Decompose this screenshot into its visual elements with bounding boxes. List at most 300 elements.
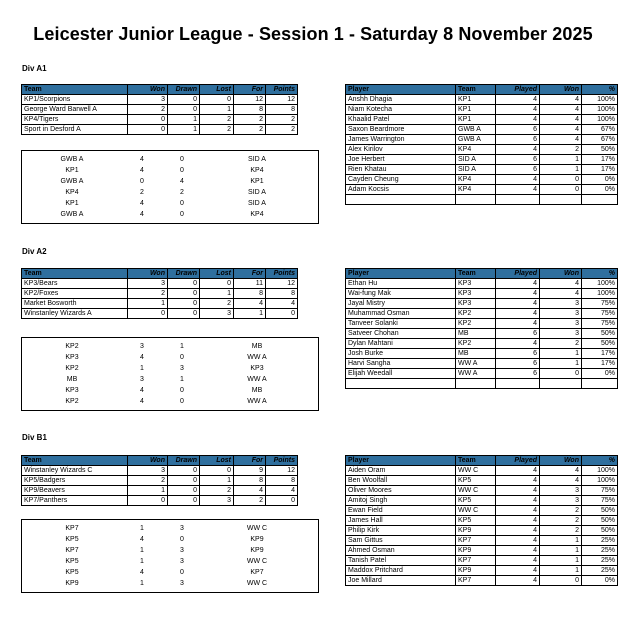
table-row bbox=[22, 299, 298, 309]
table-row bbox=[346, 115, 618, 125]
fixture-row bbox=[22, 363, 318, 374]
player-cell: 25% bbox=[582, 566, 618, 576]
player-cell: 0 bbox=[540, 576, 582, 586]
player-cell: 4 bbox=[540, 279, 582, 289]
player-cell: Cayden Cheung bbox=[346, 175, 456, 185]
fixture-away: WW C bbox=[246, 558, 268, 565]
team-cell: 2 bbox=[200, 115, 234, 125]
team-header-cell: For bbox=[234, 456, 266, 466]
table-row bbox=[346, 576, 618, 586]
player-cell: KP3 bbox=[456, 299, 496, 309]
player-cell: Rien Khatau bbox=[346, 165, 456, 175]
team-cell: 0 bbox=[168, 309, 200, 319]
table-row bbox=[346, 466, 618, 476]
player-cell: Elijah Weedall bbox=[346, 369, 456, 379]
player-cell: Ben Woolfall bbox=[346, 476, 456, 486]
fixture-home: GWB A bbox=[60, 178, 84, 185]
team-header-row bbox=[22, 269, 298, 279]
player-cell: WW A bbox=[456, 369, 496, 379]
player-averages-table bbox=[345, 455, 618, 586]
player-cell: 1 bbox=[540, 536, 582, 546]
team-cell: 2 bbox=[128, 105, 168, 115]
team-cell: 2 bbox=[128, 476, 168, 486]
fixture-home: KP3 bbox=[65, 354, 79, 361]
fixture-home: KP3 bbox=[65, 387, 79, 394]
fixture-home-score: 4 bbox=[140, 398, 144, 405]
player-cell: 67% bbox=[582, 135, 618, 145]
fixture-row bbox=[22, 374, 318, 385]
team-header-row bbox=[22, 456, 298, 466]
fixture-away: WW C bbox=[246, 580, 268, 587]
table-row bbox=[22, 496, 298, 506]
fixture-away: KP3 bbox=[250, 365, 264, 372]
team-cell: 2 bbox=[266, 125, 298, 135]
fixture-away-score: 3 bbox=[180, 365, 184, 372]
team-cell: KP7/Panthers bbox=[22, 496, 128, 506]
fixture-away-score: 2 bbox=[180, 189, 184, 196]
player-cell: 1 bbox=[540, 566, 582, 576]
player-cell: 67% bbox=[582, 125, 618, 135]
team-header-row bbox=[22, 85, 298, 95]
fixture-away-score: 3 bbox=[180, 558, 184, 565]
player-cell: 4 bbox=[496, 185, 540, 195]
team-cell: KP3/Bears bbox=[22, 279, 128, 289]
player-cell: 4 bbox=[496, 536, 540, 546]
player-cell: 4 bbox=[540, 466, 582, 476]
table-row bbox=[22, 105, 298, 115]
table-row bbox=[346, 369, 618, 379]
player-cell: KP3 bbox=[456, 279, 496, 289]
team-cell: 2 bbox=[200, 125, 234, 135]
player-header-cell: % bbox=[582, 456, 618, 466]
player-cell: 4 bbox=[496, 566, 540, 576]
team-cell: 4 bbox=[234, 486, 266, 496]
fixture-home-score: 1 bbox=[140, 525, 144, 532]
player-cell: 100% bbox=[582, 476, 618, 486]
table-row bbox=[346, 329, 618, 339]
fixture-home-score: 3 bbox=[140, 343, 144, 350]
table-row bbox=[346, 486, 618, 496]
team-cell: 0 bbox=[168, 289, 200, 299]
player-cell: Satveer Chohan bbox=[346, 329, 456, 339]
team-cell: 8 bbox=[266, 289, 298, 299]
fixture-home-score: 2 bbox=[140, 189, 144, 196]
player-cell: 4 bbox=[496, 319, 540, 329]
player-cell: Josh Burke bbox=[346, 349, 456, 359]
team-cell: 0 bbox=[200, 279, 234, 289]
fixture-away-score: 3 bbox=[180, 547, 184, 554]
table-row bbox=[22, 125, 298, 135]
player-cell: 75% bbox=[582, 299, 618, 309]
player-cell: 1 bbox=[540, 155, 582, 165]
player-cell: 4 bbox=[496, 95, 540, 105]
table-row bbox=[346, 135, 618, 145]
fixture-row bbox=[22, 396, 318, 407]
player-cell: 2 bbox=[540, 506, 582, 516]
player-cell: 1 bbox=[540, 556, 582, 566]
team-header-cell: Won bbox=[128, 269, 168, 279]
player-cell: 75% bbox=[582, 496, 618, 506]
player-cell: 3 bbox=[540, 486, 582, 496]
fixture-home: KP2 bbox=[65, 343, 79, 350]
player-cell: 0% bbox=[582, 175, 618, 185]
team-standings-table bbox=[21, 455, 298, 506]
player-cell: Anshh Dhagia bbox=[346, 95, 456, 105]
player-cell: 3 bbox=[540, 319, 582, 329]
player-cell: Aiden Oram bbox=[346, 466, 456, 476]
fixture-away: SID A bbox=[248, 200, 266, 207]
player-cell: KP3 bbox=[456, 289, 496, 299]
fixture-row bbox=[22, 385, 318, 396]
player-cell: KP9 bbox=[456, 566, 496, 576]
fixture-home: GWB A bbox=[60, 211, 84, 218]
blank-row bbox=[346, 195, 618, 205]
team-cell: 0 bbox=[168, 496, 200, 506]
player-cell: 6 bbox=[496, 329, 540, 339]
player-cell: KP4 bbox=[456, 185, 496, 195]
player-cell: 4 bbox=[540, 125, 582, 135]
player-cell: GWB A bbox=[456, 135, 496, 145]
player-cell: Niam Kotecha bbox=[346, 105, 456, 115]
team-cell: 0 bbox=[168, 299, 200, 309]
blank-row bbox=[346, 379, 618, 389]
player-cell: 4 bbox=[496, 466, 540, 476]
fixture-row bbox=[22, 352, 318, 363]
fixture-row bbox=[22, 198, 318, 209]
player-cell: 4 bbox=[540, 289, 582, 299]
fixture-away-score: 1 bbox=[180, 376, 184, 383]
player-cell: 4 bbox=[496, 279, 540, 289]
player-cell: 17% bbox=[582, 359, 618, 369]
player-cell: GWB A bbox=[456, 125, 496, 135]
player-header-cell: Team bbox=[456, 85, 496, 95]
fixture-home-score: 4 bbox=[140, 200, 144, 207]
team-cell: 0 bbox=[168, 466, 200, 476]
player-cell: 2 bbox=[540, 339, 582, 349]
player-cell: 100% bbox=[582, 115, 618, 125]
player-cell: Tanveer Solanki bbox=[346, 319, 456, 329]
fixture-away-score: 3 bbox=[180, 580, 184, 587]
player-cell: 4 bbox=[496, 506, 540, 516]
team-cell: 0 bbox=[168, 476, 200, 486]
player-header-cell: % bbox=[582, 85, 618, 95]
page-title: Leicester Junior League - Session 1 - Saturday 8 November 2025 bbox=[33, 24, 593, 44]
player-cell: 75% bbox=[582, 486, 618, 496]
player-cell: Maddox Pritchard bbox=[346, 566, 456, 576]
fixture-row bbox=[22, 545, 318, 556]
team-cell: 0 bbox=[128, 309, 168, 319]
team-cell: 3 bbox=[200, 496, 234, 506]
fixture-home: KP7 bbox=[65, 525, 79, 532]
table-row bbox=[346, 526, 618, 536]
player-cell: 6 bbox=[496, 349, 540, 359]
player-cell: 4 bbox=[496, 576, 540, 586]
fixture-home: KP2 bbox=[65, 365, 79, 372]
fixture-away-score: 0 bbox=[180, 156, 184, 163]
team-cell: 2 bbox=[200, 299, 234, 309]
fixture-away-score: 0 bbox=[180, 211, 184, 218]
player-cell: WW C bbox=[456, 486, 496, 496]
player-cell: 4 bbox=[540, 105, 582, 115]
fixture-home-score: 4 bbox=[140, 387, 144, 394]
fixture-home-score: 4 bbox=[140, 536, 144, 543]
team-header-cell: Team bbox=[22, 85, 128, 95]
player-cell: 6 bbox=[496, 359, 540, 369]
team-header-cell: Won bbox=[128, 85, 168, 95]
team-cell: 0 bbox=[266, 309, 298, 319]
player-header-cell: Team bbox=[456, 456, 496, 466]
team-header-cell: Drawn bbox=[168, 269, 200, 279]
player-cell: Oliver Moores bbox=[346, 486, 456, 496]
fixtures-box bbox=[21, 519, 319, 593]
fixture-home: KP5 bbox=[65, 569, 79, 576]
table-row bbox=[22, 95, 298, 105]
player-cell: 3 bbox=[540, 309, 582, 319]
player-cell: KP2 bbox=[456, 319, 496, 329]
player-cell: 100% bbox=[582, 279, 618, 289]
fixture-away-score: 0 bbox=[180, 387, 184, 394]
team-cell: 1 bbox=[200, 476, 234, 486]
table-row bbox=[22, 309, 298, 319]
team-cell: 0 bbox=[200, 466, 234, 476]
player-header-cell: % bbox=[582, 269, 618, 279]
table-row bbox=[346, 105, 618, 115]
player-cell: Jayal Mistry bbox=[346, 299, 456, 309]
player-cell: MB bbox=[456, 329, 496, 339]
table-row bbox=[346, 165, 618, 175]
table-row bbox=[346, 339, 618, 349]
team-cell: 8 bbox=[266, 105, 298, 115]
team-cell: 8 bbox=[266, 476, 298, 486]
player-cell: 4 bbox=[496, 526, 540, 536]
player-cell: Ewan Field bbox=[346, 506, 456, 516]
team-cell: 3 bbox=[200, 309, 234, 319]
team-cell: 8 bbox=[234, 105, 266, 115]
team-cell: 0 bbox=[200, 95, 234, 105]
player-cell: KP4 bbox=[456, 145, 496, 155]
player-cell: WW A bbox=[456, 359, 496, 369]
fixture-away-score: 1 bbox=[180, 343, 184, 350]
fixture-home-score: 1 bbox=[140, 365, 144, 372]
division-label: Div A1 bbox=[22, 64, 47, 73]
player-header-cell: Player bbox=[346, 456, 456, 466]
table-row bbox=[346, 299, 618, 309]
fixture-row bbox=[22, 556, 318, 567]
team-header-cell: Lost bbox=[200, 456, 234, 466]
team-cell: 1 bbox=[128, 299, 168, 309]
player-cell: KP7 bbox=[456, 536, 496, 546]
player-cell: 4 bbox=[496, 145, 540, 155]
fixture-home-score: 4 bbox=[140, 211, 144, 218]
player-cell: Amitoj Singh bbox=[346, 496, 456, 506]
fixture-home-score: 1 bbox=[140, 580, 144, 587]
player-cell: 6 bbox=[496, 165, 540, 175]
fixture-away-score: 0 bbox=[180, 200, 184, 207]
team-header-cell: Lost bbox=[200, 269, 234, 279]
fixture-row bbox=[22, 154, 318, 165]
player-cell: Sam Gittus bbox=[346, 536, 456, 546]
player-cell: KP1 bbox=[456, 105, 496, 115]
team-cell: 1 bbox=[168, 115, 200, 125]
table-row bbox=[346, 319, 618, 329]
fixture-away: KP9 bbox=[250, 536, 264, 543]
player-cell: 1 bbox=[540, 349, 582, 359]
table-row bbox=[346, 125, 618, 135]
table-row bbox=[22, 476, 298, 486]
player-cell: 0% bbox=[582, 576, 618, 586]
table-row bbox=[346, 536, 618, 546]
team-cell: 0 bbox=[266, 496, 298, 506]
player-cell: KP7 bbox=[456, 556, 496, 566]
player-cell: Adam Kocsis bbox=[346, 185, 456, 195]
team-cell: Winstanley Wizards C bbox=[22, 466, 128, 476]
team-cell: 12 bbox=[266, 466, 298, 476]
fixture-home: KP5 bbox=[65, 558, 79, 565]
player-header-cell: Player bbox=[346, 85, 456, 95]
division-label: Div B1 bbox=[22, 433, 47, 442]
player-cell: Khaalid Patel bbox=[346, 115, 456, 125]
team-cell: 0 bbox=[128, 115, 168, 125]
player-cell: 2 bbox=[540, 145, 582, 155]
fixture-away: KP4 bbox=[250, 167, 264, 174]
player-cell: 1 bbox=[540, 359, 582, 369]
table-row bbox=[346, 566, 618, 576]
team-cell: KP1/Scorpions bbox=[22, 95, 128, 105]
fixtures-box bbox=[21, 337, 319, 411]
table-row bbox=[346, 145, 618, 155]
table-row bbox=[346, 185, 618, 195]
player-cell: 6 bbox=[496, 135, 540, 145]
team-cell: 3 bbox=[128, 466, 168, 476]
team-cell: 2 bbox=[200, 486, 234, 496]
fixture-away: KP9 bbox=[250, 547, 264, 554]
team-header-cell: Drawn bbox=[168, 456, 200, 466]
team-cell: 8 bbox=[234, 289, 266, 299]
team-header-cell: Points bbox=[266, 269, 298, 279]
player-cell: 25% bbox=[582, 556, 618, 566]
fixture-home: MB bbox=[66, 376, 78, 383]
player-cell: James Warrington bbox=[346, 135, 456, 145]
team-cell: 1 bbox=[200, 289, 234, 299]
player-cell: KP4 bbox=[456, 175, 496, 185]
player-cell: 100% bbox=[582, 105, 618, 115]
fixture-row bbox=[22, 176, 318, 187]
player-cell: 6 bbox=[496, 125, 540, 135]
table-row bbox=[346, 309, 618, 319]
team-header-cell: Team bbox=[22, 269, 128, 279]
table-row bbox=[346, 349, 618, 359]
team-cell: 2 bbox=[234, 125, 266, 135]
player-cell: 75% bbox=[582, 319, 618, 329]
team-cell: 0 bbox=[168, 486, 200, 496]
player-header-row bbox=[346, 269, 618, 279]
team-standings-table bbox=[21, 268, 298, 319]
table-row bbox=[346, 506, 618, 516]
player-cell: 6 bbox=[496, 369, 540, 379]
team-cell: 4 bbox=[266, 299, 298, 309]
player-cell: 4 bbox=[496, 175, 540, 185]
table-row bbox=[346, 556, 618, 566]
team-cell: 3 bbox=[128, 279, 168, 289]
player-cell: 75% bbox=[582, 309, 618, 319]
player-cell: 4 bbox=[496, 115, 540, 125]
player-cell: 100% bbox=[582, 289, 618, 299]
player-cell: 4 bbox=[496, 289, 540, 299]
fixture-away: KP4 bbox=[250, 211, 264, 218]
player-header-cell: Played bbox=[496, 456, 540, 466]
fixture-away-score: 0 bbox=[180, 398, 184, 405]
player-cell: 0 bbox=[540, 185, 582, 195]
team-cell: 0 bbox=[128, 125, 168, 135]
player-cell: 4 bbox=[496, 476, 540, 486]
player-cell: SID A bbox=[456, 165, 496, 175]
team-header-cell: For bbox=[234, 269, 266, 279]
team-cell: 0 bbox=[168, 105, 200, 115]
player-cell: Muhammad Osman bbox=[346, 309, 456, 319]
player-cell: 4 bbox=[496, 516, 540, 526]
team-cell: George Ward Barwell A bbox=[22, 105, 128, 115]
team-cell: 1 bbox=[234, 309, 266, 319]
fixture-home-score: 4 bbox=[140, 354, 144, 361]
player-cell: WW C bbox=[456, 466, 496, 476]
fixture-away-score: 0 bbox=[180, 354, 184, 361]
player-cell: WW C bbox=[456, 506, 496, 516]
player-cell: 0 bbox=[540, 175, 582, 185]
team-cell: KP5/Badgers bbox=[22, 476, 128, 486]
team-header-cell: Points bbox=[266, 85, 298, 95]
fixture-row bbox=[22, 567, 318, 578]
team-cell: 0 bbox=[128, 496, 168, 506]
table-row bbox=[346, 95, 618, 105]
team-cell: 4 bbox=[266, 486, 298, 496]
player-cell: 1 bbox=[540, 165, 582, 175]
player-cell: 50% bbox=[582, 145, 618, 155]
fixture-away-score: 0 bbox=[180, 569, 184, 576]
player-cell: 3 bbox=[540, 299, 582, 309]
team-cell: 4 bbox=[234, 299, 266, 309]
table-row bbox=[346, 496, 618, 506]
table-row bbox=[346, 289, 618, 299]
team-cell: 8 bbox=[234, 476, 266, 486]
fixture-home: KP1 bbox=[65, 167, 79, 174]
team-cell: 12 bbox=[234, 95, 266, 105]
player-cell: 4 bbox=[496, 556, 540, 566]
team-cell: 2 bbox=[234, 496, 266, 506]
team-header-cell: Drawn bbox=[168, 85, 200, 95]
player-cell: 4 bbox=[496, 339, 540, 349]
player-cell: Tanish Patel bbox=[346, 556, 456, 566]
player-header-cell: Played bbox=[496, 85, 540, 95]
team-cell: 2 bbox=[128, 289, 168, 299]
fixture-row bbox=[22, 578, 318, 589]
fixture-home-score: 1 bbox=[140, 558, 144, 565]
player-cell: KP1 bbox=[456, 115, 496, 125]
player-cell: 50% bbox=[582, 329, 618, 339]
player-cell: Harvi Sangha bbox=[346, 359, 456, 369]
player-cell: 4 bbox=[540, 476, 582, 486]
table-row bbox=[22, 279, 298, 289]
team-cell: 12 bbox=[266, 279, 298, 289]
table-row bbox=[22, 466, 298, 476]
player-cell: 0% bbox=[582, 369, 618, 379]
team-cell: 1 bbox=[168, 125, 200, 135]
player-averages-table bbox=[345, 268, 618, 389]
fixtures-box bbox=[21, 150, 319, 224]
player-cell: 4 bbox=[540, 95, 582, 105]
team-cell: 2 bbox=[234, 115, 266, 125]
player-cell: 3 bbox=[540, 329, 582, 339]
table-row bbox=[346, 279, 618, 289]
